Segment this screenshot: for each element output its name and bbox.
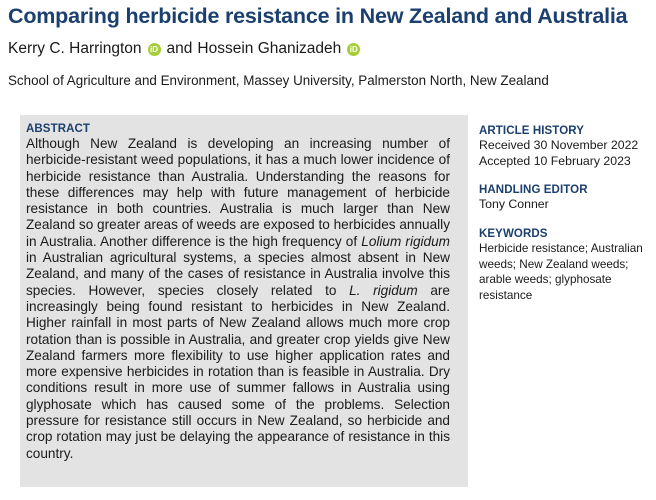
accepted-date: Accepted 10 February 2023 — [479, 153, 631, 168]
affiliation: School of Agriculture and Environment, Massey University, Palmerston North, New Zealand — [8, 73, 549, 88]
editor-name: Tony Conner — [479, 197, 549, 211]
abstract-text-segment: in Australian agricultural systems, a species almost absent in New Zealand, and many of the cases of resistance in Australia involve this species. However, species closely related to — [26, 250, 450, 298]
orcid-icon[interactable]: iD — [347, 43, 360, 56]
orcid-icon[interactable]: iD — [148, 43, 161, 56]
abstract-body — [26, 136, 450, 462]
keywords-list: Herbicide resistance; Australian weeds; New Zealand weeds; arable weeds; glyphosate resistance — [479, 242, 643, 302]
species-name: L. rigidum — [349, 282, 418, 298]
abstract-text-segment: are increasingly being found resistant to herbicides in New Zealand. Higher rainfall in most parts of New Zealand allows much more crop rotation than is possible in Australia, and greater crop yields give New Zealand farmers more flexibility to use higher application rates and more expensive herbicides in rotation than is feasible in Australia. Dry conditions result in more use of summer fallows in Australia using glyphosate which has caused some of the problems. Selection pressure for resistance still occurs in New Zealand, so herbicide and crop rotation may just be delaying the appearance of resistance in this country. — [26, 282, 450, 461]
abstract-heading: ABSTRACT — [26, 123, 91, 135]
author-line — [8, 40, 366, 58]
handling-editor-heading: HANDLING EDITOR — [479, 184, 588, 196]
abstract-text-segment: Although New Zealand is developing an increasing number of herbicide-resistant weed populations, it has a much lower incidence of herbicide resistance than Australia. Understanding the reasons for these differences may help with future management of herbicide resistance in both countries. Australia is much larger than New Zealand so greater areas of weeds are exposed to herbicides annually in Australia. Another difference is the high frequency of — [26, 136, 450, 249]
keywords-heading: KEYWORDS — [479, 228, 548, 240]
received-date: Received 30 November 2022 — [479, 138, 639, 152]
species-name: Lolium rigidum — [361, 233, 450, 249]
article-history-heading: ARTICLE HISTORY — [479, 125, 585, 137]
author-conjunction: and — [166, 40, 193, 57]
author-name[interactable]: Kerry C. Harrington — [8, 40, 142, 57]
paper-title: Comparing herbicide resistance in New Zealand and Australia — [8, 4, 628, 28]
keywords-section — [479, 227, 651, 303]
handling-editor-section — [479, 183, 651, 213]
author-name[interactable]: Hossein Ghanizadeh — [197, 40, 342, 57]
article-history-section — [479, 124, 651, 169]
